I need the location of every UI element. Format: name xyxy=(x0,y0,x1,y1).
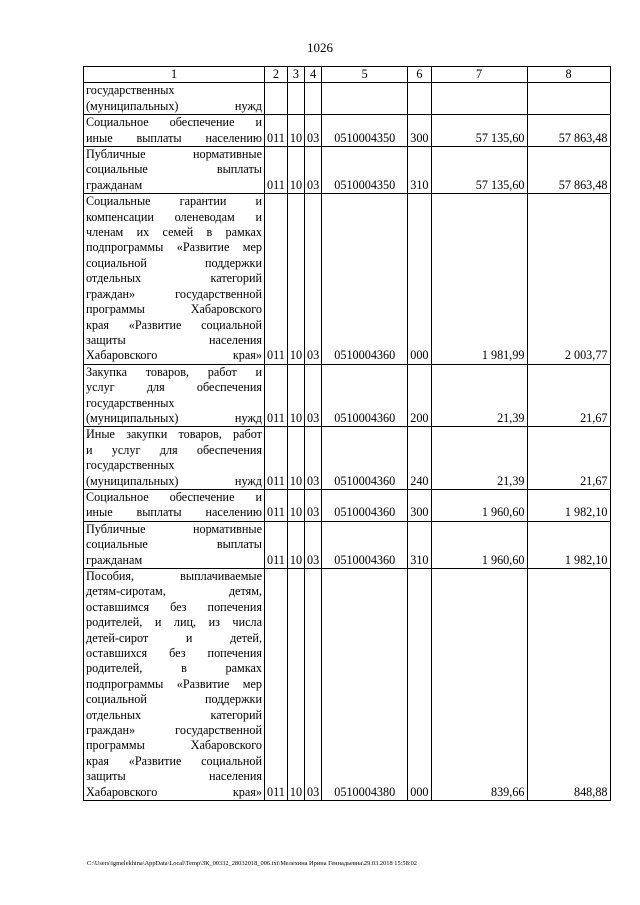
item-name-line: отдельных категорий xyxy=(86,707,262,722)
item-name-line: подпрограммы «Развитие мер xyxy=(86,240,262,255)
ministry-code-cell: 011 xyxy=(265,147,288,194)
page-number: 1026 xyxy=(307,40,333,55)
item-name-line: родителей, в рамках xyxy=(86,661,262,676)
item-name-cell xyxy=(84,489,265,521)
item-name-cell xyxy=(84,115,265,147)
subsection-code-cell: 03 xyxy=(305,147,322,194)
amount-2019-cell: 21,39 xyxy=(431,427,527,490)
section-code-cell: 10 xyxy=(287,194,304,364)
amount-2019-cell: 1 960,60 xyxy=(431,489,527,521)
item-name-line: Публичные нормативные xyxy=(86,521,262,536)
section-code-cell: 10 xyxy=(287,489,304,521)
ministry-code-cell: 011 xyxy=(265,115,288,147)
header-cell: 1 xyxy=(84,67,265,83)
expense-type-cell: 000 xyxy=(408,569,431,801)
item-name-cell xyxy=(84,569,265,801)
item-name-line: Закупка товаров, работ и xyxy=(86,364,262,379)
target-article-cell: 0510004380 xyxy=(322,569,408,801)
amount-2019-cell: 1 981,99 xyxy=(431,194,527,364)
section-code-cell xyxy=(287,83,304,115)
amount-2020-cell: 21,67 xyxy=(527,427,610,490)
subsection-code-cell: 03 xyxy=(305,364,322,427)
item-name-line: защиты населения xyxy=(86,332,262,347)
amount-2019-cell: 57 135,60 xyxy=(431,147,527,194)
ministry-code-cell: 011 xyxy=(265,194,288,364)
header-cell: 8 xyxy=(527,67,610,83)
amount-2019-cell: 57 135,60 xyxy=(431,115,527,147)
header-cell: 7 xyxy=(431,67,527,83)
amount-2020-cell: 1 982,10 xyxy=(527,521,610,568)
item-name-line: и услуг для обеспечения xyxy=(86,442,262,457)
item-name-line: отдельных категорий xyxy=(86,271,262,286)
section-code-cell: 10 xyxy=(287,147,304,194)
target-article-cell: 0510004350 xyxy=(322,115,408,147)
item-name-line: Социальные гарантии и xyxy=(86,194,262,209)
item-name-line: края «Развитие социальной xyxy=(86,317,262,332)
subsection-code-cell: 03 xyxy=(305,569,322,801)
target-article-cell: 0510004360 xyxy=(322,489,408,521)
item-name-line: граждан» государственной xyxy=(86,286,262,301)
amount-2020-cell: 1 982,10 xyxy=(527,489,610,521)
target-article-cell: 0510004350 xyxy=(322,147,408,194)
item-name-line: государственных xyxy=(86,458,175,473)
header-cell: 5 xyxy=(322,67,408,83)
item-name-line: Пособия, выплачиваемые xyxy=(86,569,262,583)
footer-path: C:\Users\igmelekhina\AppData\Local\Temp\ЗК_00332_28032018_006.txt\Мелехина Ирина Геннадьевна\29.03.2018 15:58:02 xyxy=(87,860,417,867)
amount-2019-cell: 839,66 xyxy=(431,569,527,801)
budget-table xyxy=(83,66,611,801)
table-row xyxy=(84,521,611,568)
expense-type-cell: 200 xyxy=(408,364,431,427)
item-name-line: Социальное обеспечение и xyxy=(86,489,262,504)
table-row xyxy=(84,115,611,147)
item-name-line: государственных xyxy=(86,83,175,98)
item-name-line: гражданам xyxy=(86,177,143,192)
ministry-code-cell: 011 xyxy=(265,521,288,568)
item-name-line: оставшихся без попечения xyxy=(86,646,262,661)
ministry-code-cell: 011 xyxy=(265,427,288,490)
item-name-line: компенсации оленеводам и xyxy=(86,209,262,224)
amount-2020-cell xyxy=(527,83,610,115)
expense-type-cell: 310 xyxy=(408,521,431,568)
item-name-cell xyxy=(84,521,265,568)
subsection-code-cell: 03 xyxy=(305,194,322,364)
table-row xyxy=(84,489,611,521)
expense-type-cell: 310 xyxy=(408,147,431,194)
table-row xyxy=(84,364,611,427)
section-code-cell: 10 xyxy=(287,115,304,147)
item-name-line: Социальное обеспечение и xyxy=(86,115,262,130)
item-name-line: услуг для обеспечения xyxy=(86,380,262,395)
item-name-line: Иные закупки товаров, работ xyxy=(86,427,262,442)
item-name-cell xyxy=(84,364,265,427)
item-name-line: социальные выплаты xyxy=(86,162,262,177)
item-name-line: детей-сирот и детей, xyxy=(86,630,262,645)
item-name-line: (муниципальных) нужд xyxy=(86,98,262,113)
amount-2020-cell: 57 863,48 xyxy=(527,147,610,194)
item-name-line: защиты населения xyxy=(86,769,262,784)
subsection-code-cell: 03 xyxy=(305,521,322,568)
section-code-cell: 10 xyxy=(287,521,304,568)
table-row xyxy=(84,427,611,490)
item-name-line: социальные выплаты xyxy=(86,537,262,552)
subsection-code-cell xyxy=(305,83,322,115)
subsection-code-cell: 03 xyxy=(305,115,322,147)
item-name-line: иные выплаты населению xyxy=(86,130,262,145)
expense-type-cell: 300 xyxy=(408,489,431,521)
section-code-cell: 10 xyxy=(287,364,304,427)
amount-2020-cell: 57 863,48 xyxy=(527,115,610,147)
expense-type-cell: 240 xyxy=(408,427,431,490)
amount-2019-cell: 1 960,60 xyxy=(431,521,527,568)
amount-2019-cell: 21,39 xyxy=(431,364,527,427)
item-name-line: государственных xyxy=(86,395,175,410)
item-name-line: подпрограммы «Развитие мер xyxy=(86,676,262,691)
item-name-line: Хабаровского края» xyxy=(86,784,262,799)
ministry-code-cell: 011 xyxy=(265,364,288,427)
header-cell: 2 xyxy=(265,67,288,83)
item-name-line: детям-сиротам, детям, xyxy=(86,584,262,599)
target-article-cell xyxy=(322,83,408,115)
header-cell: 4 xyxy=(305,67,322,83)
item-name-line: Хабаровского края» xyxy=(86,348,262,363)
item-name-cell xyxy=(84,83,265,115)
subsection-code-cell: 03 xyxy=(305,427,322,490)
item-name-line: программы Хабаровского xyxy=(86,302,262,317)
ministry-code-cell xyxy=(265,83,288,115)
expense-type-cell: 300 xyxy=(408,115,431,147)
header-cell: 6 xyxy=(408,67,431,83)
amount-2020-cell: 21,67 xyxy=(527,364,610,427)
section-code-cell: 10 xyxy=(287,427,304,490)
expense-type-cell: 000 xyxy=(408,194,431,364)
table-row xyxy=(84,194,611,364)
subsection-code-cell: 03 xyxy=(305,489,322,521)
table-row xyxy=(84,569,611,801)
item-name-line: Публичные нормативные xyxy=(86,147,262,162)
amount-2019-cell xyxy=(431,83,527,115)
item-name-line: родителей, и лиц, из числа xyxy=(86,615,262,630)
table-row xyxy=(84,147,611,194)
section-code-cell: 10 xyxy=(287,569,304,801)
item-name-line: (муниципальных) нужд xyxy=(86,410,262,425)
item-name-line: граждан» государственной xyxy=(86,723,262,738)
table-row xyxy=(84,83,611,115)
item-name-line: программы Хабаровского xyxy=(86,738,262,753)
amount-2020-cell: 2 003,77 xyxy=(527,194,610,364)
amount-2020-cell: 848,88 xyxy=(527,569,610,801)
target-article-cell: 0510004360 xyxy=(322,521,408,568)
item-name-cell xyxy=(84,427,265,490)
item-name-line: иные выплаты населению xyxy=(86,505,262,520)
ministry-code-cell: 011 xyxy=(265,569,288,801)
item-name-line: членам их семей в рамках xyxy=(86,225,262,240)
target-article-cell: 0510004360 xyxy=(322,194,408,364)
item-name-line: социальной поддержки xyxy=(86,255,262,270)
ministry-code-cell: 011 xyxy=(265,489,288,521)
item-name-cell xyxy=(84,194,265,364)
item-name-line: гражданам xyxy=(86,552,143,567)
target-article-cell: 0510004360 xyxy=(322,427,408,490)
target-article-cell: 0510004360 xyxy=(322,364,408,427)
item-name-line: края «Развитие социальной xyxy=(86,753,262,768)
item-name-line: (муниципальных) нужд xyxy=(86,473,262,488)
header-row xyxy=(84,67,611,83)
item-name-cell xyxy=(84,147,265,194)
item-name-line: социальной поддержки xyxy=(86,692,262,707)
item-name-line: оставшимся без попечения xyxy=(86,599,262,614)
expense-type-cell xyxy=(408,83,431,115)
header-cell: 3 xyxy=(287,67,304,83)
